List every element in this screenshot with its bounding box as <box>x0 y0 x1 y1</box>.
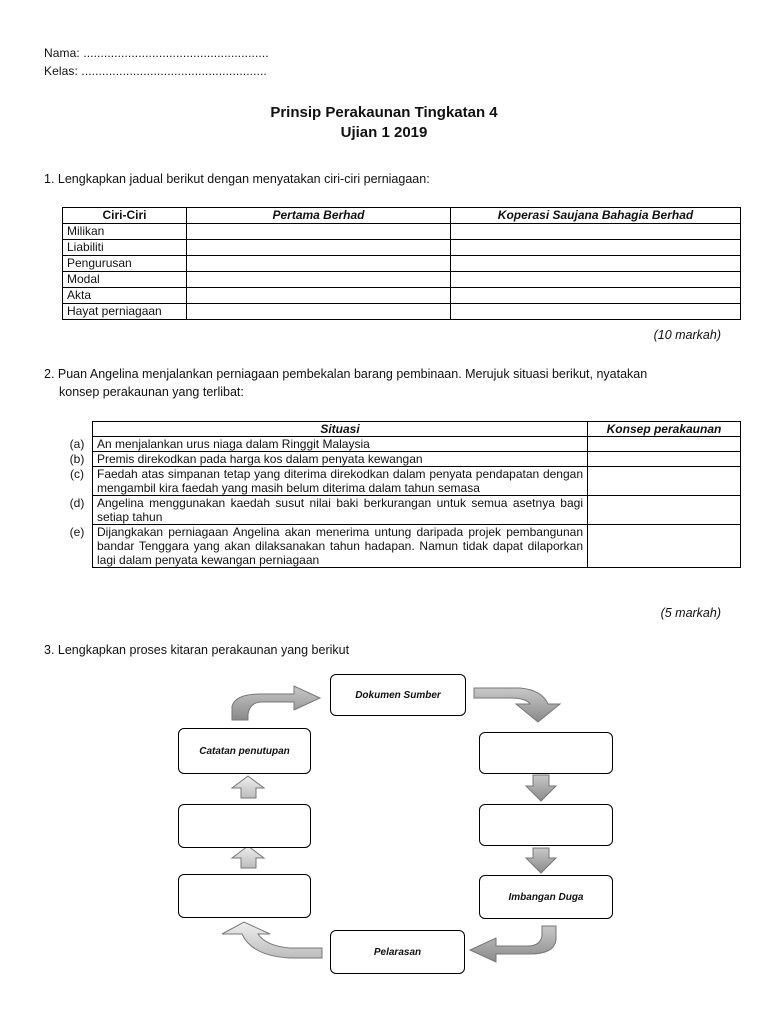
cycle-box-blank[interactable] <box>479 804 613 846</box>
cycle-box-blank[interactable] <box>178 804 311 848</box>
answer-cell[interactable] <box>187 304 451 320</box>
table-row <box>63 272 741 288</box>
answer-cell[interactable] <box>187 256 451 272</box>
characteristics-table <box>62 207 741 320</box>
table-row <box>63 256 741 272</box>
table-row <box>62 496 741 525</box>
answer-cell[interactable] <box>187 288 451 304</box>
table-row <box>63 224 741 240</box>
row-label: Modal <box>63 272 187 288</box>
answer-cell[interactable] <box>451 272 741 288</box>
table-row <box>62 452 741 467</box>
answer-cell[interactable] <box>187 272 451 288</box>
answer-cell[interactable] <box>451 256 741 272</box>
answer-cell[interactable] <box>451 304 741 320</box>
answer-cell[interactable] <box>588 437 741 452</box>
situation-table <box>62 421 741 568</box>
answer-cell[interactable] <box>451 288 741 304</box>
table-row <box>62 437 741 452</box>
row-label: (d) <box>69 495 85 510</box>
answer-cell[interactable] <box>187 240 451 256</box>
situation-text: Faedah atas simpanan tetap yang diterima direkodkan dalam penyata pendapatan dengan mengambil kira faedah yang masih belum diterima dalam tahun semasa <box>93 467 588 496</box>
row-label: Liabiliti <box>63 240 187 256</box>
table-row <box>62 525 741 568</box>
cycle-box-trial-balance: Imbangan Duga <box>479 875 613 919</box>
cycle-box-blank[interactable] <box>178 874 311 918</box>
row-label: (a) <box>69 436 85 451</box>
answer-cell[interactable] <box>588 467 741 496</box>
page-title: Prinsip Perakaunan Tingkatan 4 <box>270 104 498 121</box>
table-row <box>63 240 741 256</box>
question-2-marks: (5 markah) <box>660 606 721 620</box>
class-line: Kelas: ...................................................... <box>44 64 267 78</box>
cycle-box-adjustments: Pelarasan <box>330 930 465 974</box>
row-label: (b) <box>69 451 85 466</box>
situation-text: An menjalankan urus niaga dalam Ringgit Malaysia <box>93 437 588 452</box>
answer-cell[interactable] <box>588 452 741 467</box>
curved-arrow-icon <box>470 926 556 962</box>
up-arrow-icon <box>232 776 264 798</box>
answer-cell[interactable] <box>187 224 451 240</box>
question-3-prompt: 3. Lengkapkan proses kitaran perakaunan yang berikut <box>44 643 350 657</box>
row-label: Akta <box>63 288 187 304</box>
situation-text: Dijangkakan perniagaan Angelina akan menerima untung daripada projek pembangunan bandar Tenggara yang akan dilaksanakan tahun hadapan. Namun tidak dapat dilaporkan lagi dalam penyata kewangan perniagaan <box>93 525 588 568</box>
answer-cell[interactable] <box>451 224 741 240</box>
name-line: Nama: ...................................................... <box>44 46 269 60</box>
cycle-box-source-documents: Dokumen Sumber <box>330 674 466 716</box>
up-arrow-icon <box>232 846 264 868</box>
table-row <box>63 304 741 320</box>
row-label: (e) <box>69 524 85 539</box>
table-header: Pertama Berhad <box>187 208 451 224</box>
situation-text: Angelina menggunakan kaedah susut nilai baki berkurangan untuk semua asetnya bagi setiap tahun <box>93 496 588 525</box>
down-arrow-icon <box>526 848 556 873</box>
answer-cell[interactable] <box>588 496 741 525</box>
table-row <box>63 288 741 304</box>
answer-cell[interactable] <box>588 525 741 568</box>
table-header: Situasi <box>93 422 588 437</box>
down-arrow-icon <box>526 775 556 801</box>
table-header: Koperasi Saujana Bahagia Berhad <box>451 208 741 224</box>
row-label: (c) <box>70 466 84 481</box>
answer-cell[interactable] <box>451 240 741 256</box>
row-label: Milikan <box>63 224 187 240</box>
curved-arrow-icon <box>232 686 320 720</box>
curved-arrow-icon <box>222 922 322 958</box>
question-2-prompt-line1: 2. Puan Angelina menjalankan perniagaan pembekalan barang pembinaan. Merujuk situasi berikut, nyatakan <box>44 367 648 381</box>
row-label: Pengurusan <box>63 256 187 272</box>
question-1-prompt: 1. Lengkapkan jadual berikut dengan menyatakan ciri-ciri perniagaan: <box>44 172 430 186</box>
situation-text: Premis direkodkan pada harga kos dalam penyata kewangan <box>93 452 588 467</box>
cycle-box-closing-entries: Catatan penutupan <box>178 728 311 774</box>
table-row <box>62 467 741 496</box>
curved-arrow-icon <box>474 688 560 722</box>
table-header: Ciri-Ciri <box>63 208 187 224</box>
cycle-box-blank[interactable] <box>479 732 613 774</box>
row-label: Hayat perniagaan <box>63 304 187 320</box>
question-1-marks: (10 markah) <box>653 328 721 342</box>
page-subtitle: Ujian 1 2019 <box>340 124 428 141</box>
question-2-prompt-line2: konsep perakaunan yang terlibat: <box>59 385 244 399</box>
table-header: Konsep perakaunan <box>588 422 741 437</box>
